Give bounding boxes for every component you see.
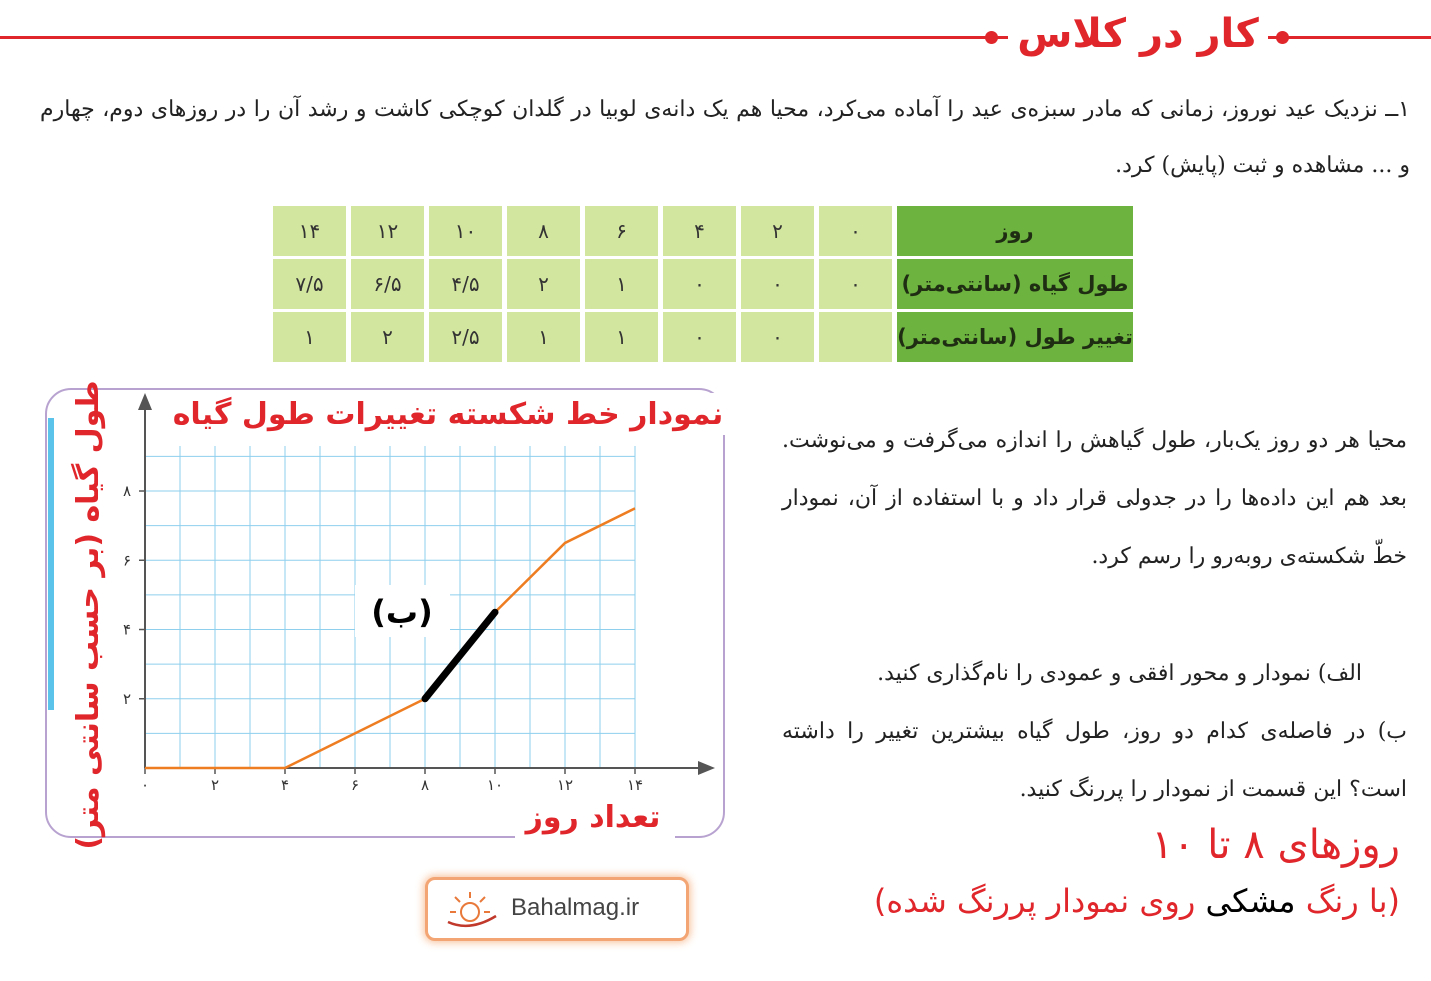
intro-paragraph: ۱ــ نزدیک عید نوروز، زمانی که مادر سبزه‌ی عید را آماده می‌کرد، محیا هم یک دانه‌ی لوبیا در گلدان کوچکی کاشت و رشد آن را در روزهای دوم، چهارم و ... مشاهده و ثبت (پایش) کرد. — [40, 97, 1410, 178]
y-tick-label: ۸ — [122, 482, 131, 501]
table-cell: ۸ — [507, 206, 580, 256]
table-cell: ۲ — [351, 312, 424, 362]
y-tick-label: ۶ — [122, 551, 131, 570]
row-header-day: روز — [897, 206, 1133, 256]
answer-note-close: روی نمودار پررنگ شده) — [873, 882, 1206, 920]
table-cell: ۷/۵ — [273, 259, 346, 309]
y-axis-arrow — [138, 393, 152, 410]
table-cell: ۶/۵ — [351, 259, 424, 309]
x-tick-label: ۲ — [210, 776, 220, 794]
table-cell — [819, 312, 892, 362]
description-paragraph: محیا هر دو روز یک‌بار، طول گیاهش را اندازه می‌گرفت و می‌نوشت. بعد هم این داده‌ها را در جدولی قرار داد و با استفاده از آن، نمودار خطّ شکسته‌ی روبه‌رو را رسم کرد. — [782, 428, 1407, 569]
table-cell: ۴ — [663, 206, 736, 256]
x-tick-label: ۸ — [420, 776, 430, 794]
table-cell: ۱۰ — [429, 206, 502, 256]
x-tick-label: ۶ — [350, 776, 360, 794]
x-axis-arrow — [698, 761, 715, 775]
sun-logo-icon — [440, 886, 506, 930]
answer-note-open: (با رنگ — [1295, 882, 1400, 920]
x-axis-label: تعداد روز — [525, 800, 661, 835]
table-cell: ۱۴ — [273, 206, 346, 256]
table-cell: ۱ — [585, 312, 658, 362]
table-cell: ۰ — [663, 259, 736, 309]
table-cell: ۱ — [507, 312, 580, 362]
table-cell: ۰ — [819, 259, 892, 309]
chart-axes — [138, 393, 715, 775]
question-a: الف) نمودار و محور افقی و عمودی را نام‌گذاری کنید. — [877, 661, 1362, 686]
table-cell: ۲/۵ — [429, 312, 502, 362]
y-axis-label: طول گیاه (بر حسب سانتی متر) — [71, 380, 106, 850]
table-cell: ۱ — [273, 312, 346, 362]
y-tick-label: ۲ — [122, 689, 131, 708]
x-tick-label: ۴ — [280, 776, 290, 794]
table-cell: ۲ — [741, 206, 814, 256]
x-tick-label: ۱۲ — [556, 776, 574, 794]
highlight-label: (ب) — [371, 593, 433, 631]
section-title: کار در کلاس — [1008, 6, 1268, 62]
table-cell: ۱ — [585, 259, 658, 309]
row-header-change: تغییر طول (سانتی‌متر) — [897, 312, 1133, 362]
answer-note — [790, 882, 1400, 920]
header-dot-left — [985, 31, 998, 44]
x-tick-label: ۰ — [140, 776, 150, 794]
table-cell: ۴/۵ — [429, 259, 502, 309]
table-cell: ۲ — [507, 259, 580, 309]
table-cell: ۶ — [585, 206, 658, 256]
x-tick-label: ۱۴ — [626, 776, 644, 794]
table-cell: ۰ — [819, 206, 892, 256]
watermark-text: Bahalmag.ir — [511, 894, 640, 921]
y-tick-label: ۴ — [122, 620, 131, 639]
header-dot-right — [1276, 31, 1289, 44]
row-header-length: طول گیاه (سانتی‌متر) — [897, 259, 1133, 309]
x-tick-label: ۱۰ — [486, 776, 504, 794]
watermark-badge — [425, 877, 689, 941]
chart-title: نمودار خط شکسته تغییرات طول گیاه — [172, 397, 724, 432]
question-b: ب) در فاصله‌ی کدام دو روز، طول گیاه بیشترین تغییر را داشته است؟ این قسمت از نمودار را پررنگ کنید. — [782, 719, 1407, 802]
table-cell: ۰ — [663, 312, 736, 362]
line-chart — [0, 0, 740, 860]
table-cell: ۰ — [741, 312, 814, 362]
table-cell: ۱۲ — [351, 206, 424, 256]
answer-text: روزهای ۸ تا ۱۰ — [1151, 822, 1400, 868]
answer-note-black: مشکی — [1205, 882, 1296, 920]
table-cell: ۰ — [741, 259, 814, 309]
